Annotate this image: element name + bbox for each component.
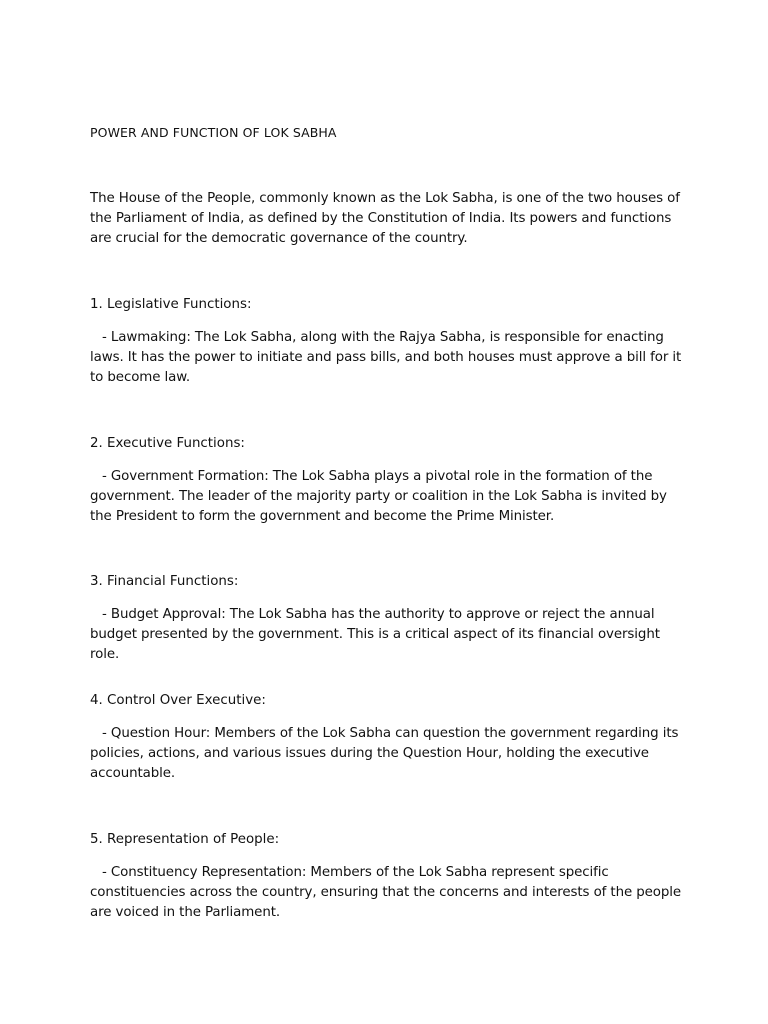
section-heading-financial: 3. Financial Functions:	[90, 574, 239, 589]
section-point-question-hour: - Question Hour: Members of the Lok Sabha can question the government regarding its policies, actions, and various issues during the Question Hour, holding the executive accountable.	[90, 726, 679, 781]
section-heading-representation: 5. Representation of People:	[90, 832, 280, 847]
section-point-government-formation: - Government Formation: The Lok Sabha plays a pivotal role in the formation of the government. The leader of the majority party or coalition in the Lok Sabha is invited by the President to form the government and become the Prime Minister.	[90, 469, 667, 524]
section-heading-legislative: 1. Legislative Functions:	[90, 297, 252, 312]
section-heading-control-over-executive: 4. Control Over Executive:	[90, 693, 266, 708]
intro-paragraph: The House of the People, commonly known as the Lok Sabha, is one of the two houses of the Parliament of India, as defined by the Constitution of India. Its powers and functions are crucial for the democratic governance of the country.	[90, 191, 680, 246]
document-title: POWER AND FUNCTION OF LOK SABHA	[90, 125, 337, 140]
section-heading-executive: 2. Executive Functions:	[90, 436, 245, 451]
section-point-constituency-representation: - Constituency Representation: Members of the Lok Sabha represent specific constituencies across the country, ensuring that the concerns and interests of the people are voiced in the Parliament.	[90, 865, 682, 920]
section-point-lawmaking: - Lawmaking: The Lok Sabha, along with the Rajya Sabha, is responsible for enacting laws. It has the power to initiate and pass bills, and both houses must approve a bill for it to become law.	[90, 330, 682, 385]
section-point-budget-approval: - Budget Approval: The Lok Sabha has the authority to approve or reject the annual budget presented by the government. This is a critical aspect of its financial oversight role.	[90, 607, 660, 662]
